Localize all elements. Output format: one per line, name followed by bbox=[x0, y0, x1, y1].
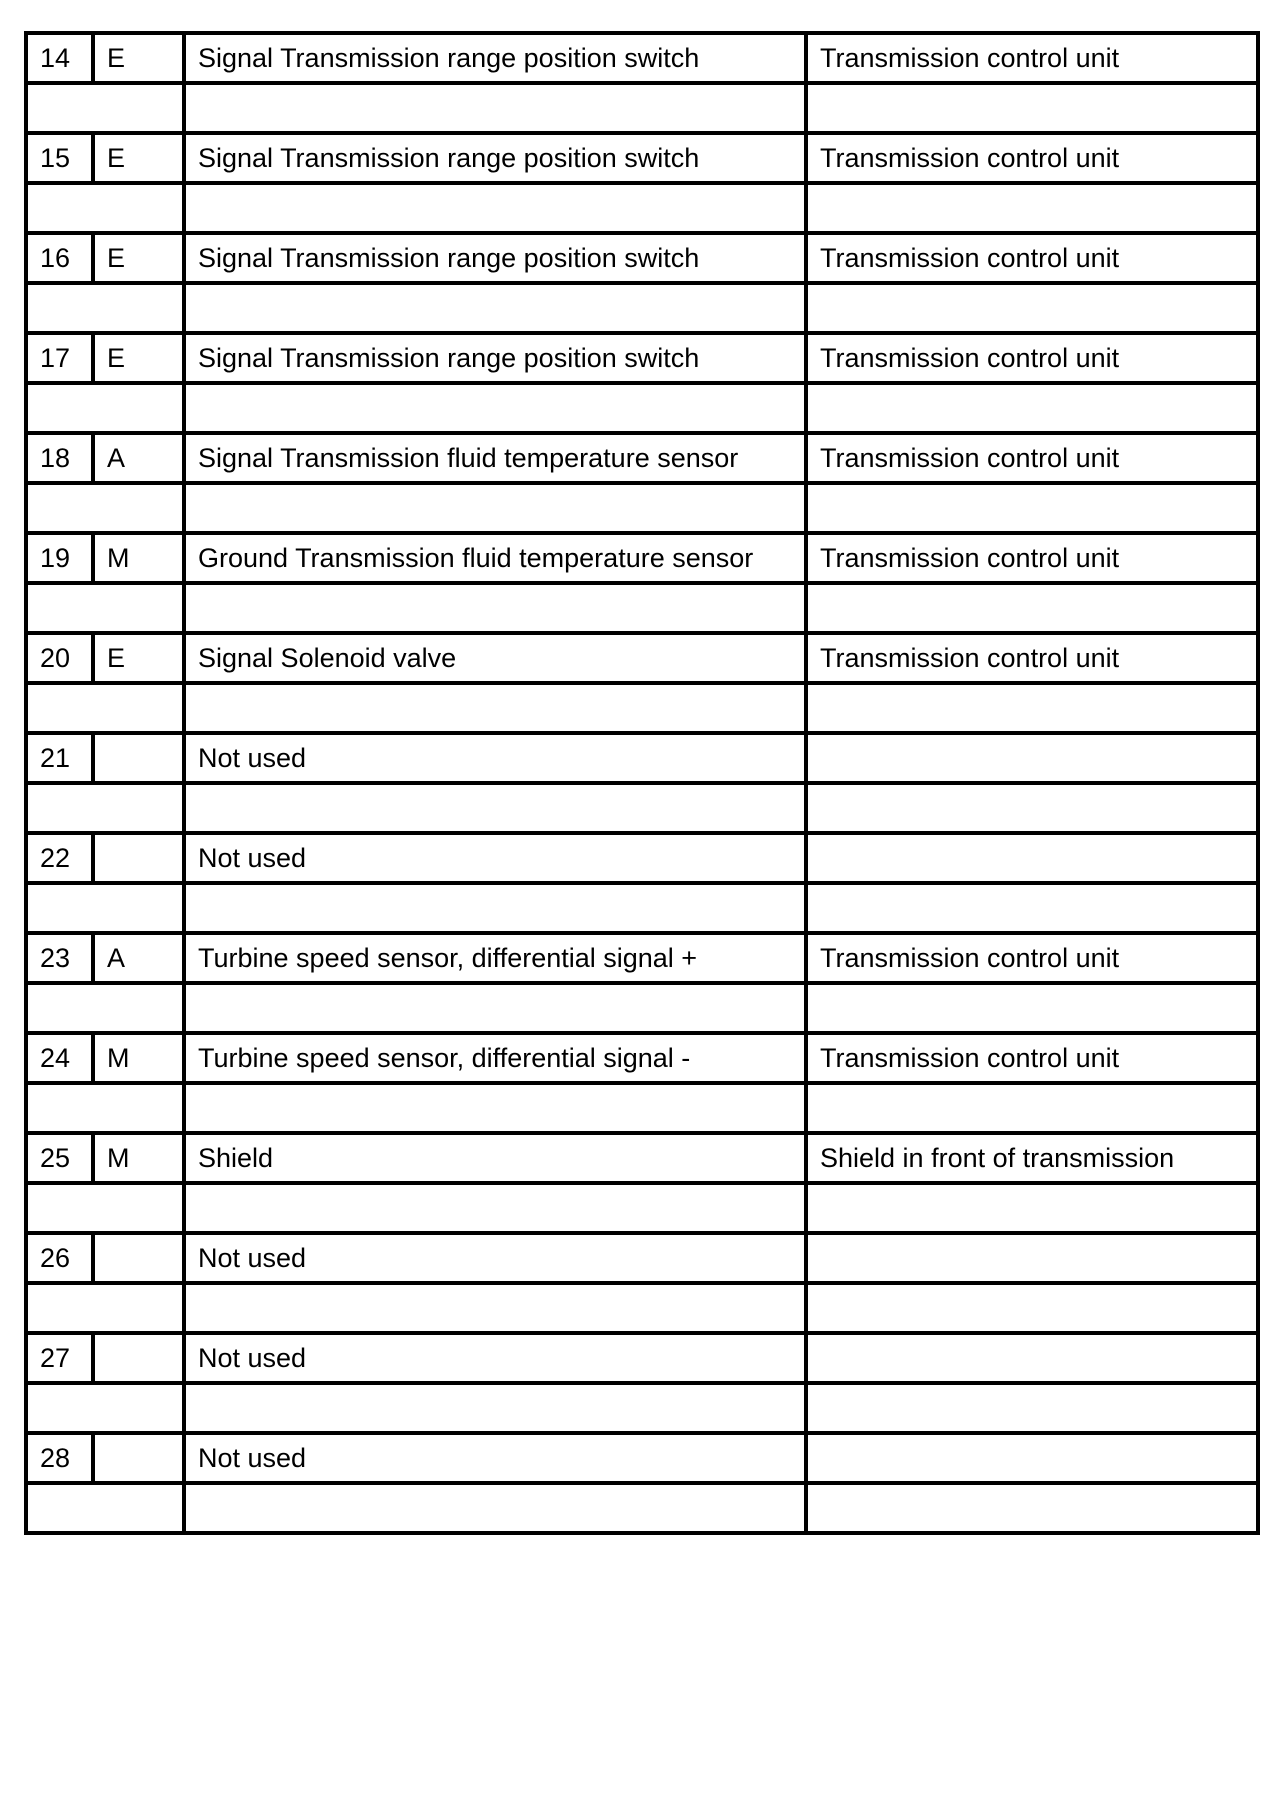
spacer-cell bbox=[806, 583, 1258, 633]
spacer-cell bbox=[26, 883, 184, 933]
description-cell: Signal Transmission fluid temperature sensor bbox=[184, 433, 806, 483]
wire-type-cell: A bbox=[93, 933, 184, 983]
spacer-row bbox=[26, 483, 1258, 533]
description-cell: Signal Transmission range position switch bbox=[184, 333, 806, 383]
table-row bbox=[26, 1133, 1258, 1183]
table-row bbox=[26, 733, 1258, 783]
spacer-cell bbox=[806, 1083, 1258, 1133]
wire-type-cell bbox=[93, 1233, 184, 1283]
spacer-row bbox=[26, 783, 1258, 833]
spacer-cell bbox=[806, 1283, 1258, 1333]
pin-number-cell: 26 bbox=[26, 1233, 93, 1283]
table-row bbox=[26, 833, 1258, 883]
spacer-cell bbox=[26, 283, 184, 333]
table-row bbox=[26, 1033, 1258, 1083]
pin-assignment-table bbox=[24, 31, 1260, 1535]
connection-cell bbox=[806, 1433, 1258, 1483]
description-cell: Ground Transmission fluid temperature sensor bbox=[184, 533, 806, 583]
spacer-cell bbox=[806, 83, 1258, 133]
connection-cell: Transmission control unit bbox=[806, 533, 1258, 583]
connection-cell: Transmission control unit bbox=[806, 1033, 1258, 1083]
wire-type-cell: E bbox=[93, 133, 184, 183]
spacer-cell bbox=[184, 1083, 806, 1133]
spacer-row bbox=[26, 583, 1258, 633]
wire-type-cell bbox=[93, 733, 184, 783]
spacer-cell bbox=[806, 783, 1258, 833]
spacer-cell bbox=[26, 1183, 184, 1233]
wire-type-cell bbox=[93, 833, 184, 883]
spacer-cell bbox=[26, 383, 184, 433]
description-cell: Not used bbox=[184, 733, 806, 783]
spacer-cell bbox=[26, 1383, 184, 1433]
description-cell: Not used bbox=[184, 1233, 806, 1283]
description-cell: Shield bbox=[184, 1133, 806, 1183]
spacer-row bbox=[26, 1483, 1258, 1533]
spacer-cell bbox=[26, 783, 184, 833]
spacer-cell bbox=[184, 583, 806, 633]
spacer-row bbox=[26, 883, 1258, 933]
wire-type-cell: M bbox=[93, 1133, 184, 1183]
spacer-cell bbox=[26, 1283, 184, 1333]
spacer-row bbox=[26, 183, 1258, 233]
connection-cell: Shield in front of transmission bbox=[806, 1133, 1258, 1183]
pin-number-cell: 20 bbox=[26, 633, 93, 683]
spacer-cell bbox=[184, 383, 806, 433]
spacer-row bbox=[26, 683, 1258, 733]
connection-cell: Transmission control unit bbox=[806, 133, 1258, 183]
spacer-cell bbox=[26, 1083, 184, 1133]
spacer-cell bbox=[26, 83, 184, 133]
wire-type-cell bbox=[93, 1433, 184, 1483]
spacer-cell bbox=[184, 1383, 806, 1433]
spacer-row bbox=[26, 1383, 1258, 1433]
spacer-cell bbox=[184, 783, 806, 833]
table-row bbox=[26, 333, 1258, 383]
wire-type-cell: E bbox=[93, 633, 184, 683]
spacer-cell bbox=[184, 283, 806, 333]
wire-type-cell: E bbox=[93, 233, 184, 283]
spacer-cell bbox=[26, 583, 184, 633]
spacer-cell bbox=[806, 283, 1258, 333]
table-row bbox=[26, 1333, 1258, 1383]
spacer-cell bbox=[26, 183, 184, 233]
spacer-cell bbox=[26, 483, 184, 533]
connection-cell bbox=[806, 1233, 1258, 1283]
spacer-cell bbox=[806, 183, 1258, 233]
spacer-cell bbox=[26, 983, 184, 1033]
description-cell: Turbine speed sensor, differential signal + bbox=[184, 933, 806, 983]
spacer-cell bbox=[806, 483, 1258, 533]
connection-cell: Transmission control unit bbox=[806, 333, 1258, 383]
connection-cell: Transmission control unit bbox=[806, 233, 1258, 283]
connection-cell bbox=[806, 1333, 1258, 1383]
spacer-row bbox=[26, 283, 1258, 333]
pin-number-cell: 27 bbox=[26, 1333, 93, 1383]
connection-cell bbox=[806, 833, 1258, 883]
table-row bbox=[26, 433, 1258, 483]
pin-number-cell: 21 bbox=[26, 733, 93, 783]
table-row bbox=[26, 533, 1258, 583]
spacer-cell bbox=[806, 1483, 1258, 1533]
wire-type-cell: M bbox=[93, 533, 184, 583]
spacer-cell bbox=[806, 983, 1258, 1033]
description-cell: Not used bbox=[184, 833, 806, 883]
spacer-cell bbox=[806, 683, 1258, 733]
table-row bbox=[26, 633, 1258, 683]
connection-cell: Transmission control unit bbox=[806, 933, 1258, 983]
spacer-cell bbox=[184, 183, 806, 233]
spacer-cell bbox=[184, 983, 806, 1033]
description-cell: Signal Transmission range position switch bbox=[184, 133, 806, 183]
connection-cell: Transmission control unit bbox=[806, 633, 1258, 683]
wire-type-cell bbox=[93, 1333, 184, 1383]
spacer-row bbox=[26, 383, 1258, 433]
connection-cell: Transmission control unit bbox=[806, 433, 1258, 483]
spacer-row bbox=[26, 1083, 1258, 1133]
description-cell: Turbine speed sensor, differential signal - bbox=[184, 1033, 806, 1083]
spacer-cell bbox=[184, 1283, 806, 1333]
spacer-cell bbox=[184, 1183, 806, 1233]
spacer-cell bbox=[806, 1183, 1258, 1233]
description-cell: Not used bbox=[184, 1433, 806, 1483]
wire-type-cell: M bbox=[93, 1033, 184, 1083]
spacer-cell bbox=[806, 1383, 1258, 1433]
connection-cell: Transmission control unit bbox=[806, 33, 1258, 83]
table-row bbox=[26, 133, 1258, 183]
spacer-cell bbox=[806, 883, 1258, 933]
spacer-cell bbox=[184, 83, 806, 133]
pin-number-cell: 24 bbox=[26, 1033, 93, 1083]
table-row bbox=[26, 1433, 1258, 1483]
spacer-cell bbox=[184, 1483, 806, 1533]
pin-number-cell: 16 bbox=[26, 233, 93, 283]
pin-number-cell: 18 bbox=[26, 433, 93, 483]
spacer-row bbox=[26, 983, 1258, 1033]
description-cell: Signal Solenoid valve bbox=[184, 633, 806, 683]
pin-number-cell: 14 bbox=[26, 33, 93, 83]
pin-number-cell: 17 bbox=[26, 333, 93, 383]
table-row bbox=[26, 1233, 1258, 1283]
table-row bbox=[26, 233, 1258, 283]
spacer-cell bbox=[184, 483, 806, 533]
connection-cell bbox=[806, 733, 1258, 783]
table-row bbox=[26, 933, 1258, 983]
spacer-cell bbox=[184, 683, 806, 733]
wire-type-cell: A bbox=[93, 433, 184, 483]
description-cell: Signal Transmission range position switch bbox=[184, 233, 806, 283]
pin-number-cell: 25 bbox=[26, 1133, 93, 1183]
pin-table-body bbox=[26, 33, 1258, 1533]
pin-number-cell: 19 bbox=[26, 533, 93, 583]
wire-type-cell: E bbox=[93, 333, 184, 383]
description-cell: Not used bbox=[184, 1333, 806, 1383]
spacer-cell bbox=[184, 883, 806, 933]
spacer-cell bbox=[26, 683, 184, 733]
spacer-row bbox=[26, 1183, 1258, 1233]
description-cell: Signal Transmission range position switch bbox=[184, 33, 806, 83]
pin-number-cell: 15 bbox=[26, 133, 93, 183]
table-row bbox=[26, 33, 1258, 83]
wire-type-cell: E bbox=[93, 33, 184, 83]
spacer-cell bbox=[26, 1483, 184, 1533]
pin-number-cell: 22 bbox=[26, 833, 93, 883]
pin-number-cell: 28 bbox=[26, 1433, 93, 1483]
spacer-row bbox=[26, 83, 1258, 133]
pin-number-cell: 23 bbox=[26, 933, 93, 983]
spacer-row bbox=[26, 1283, 1258, 1333]
spacer-cell bbox=[806, 383, 1258, 433]
